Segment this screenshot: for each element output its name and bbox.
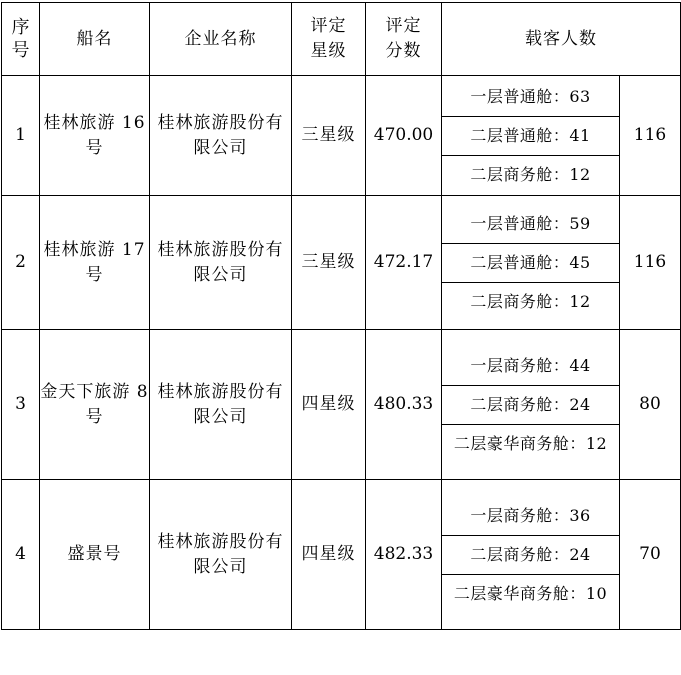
cabin-row	[442, 205, 619, 244]
cell-star-rating: 四星级	[292, 480, 366, 630]
cell-company: 桂林旅游股份有限公司	[150, 480, 292, 630]
cell-seq: 4	[2, 480, 40, 630]
cell-score: 472.17	[366, 196, 442, 330]
header-star-rating	[292, 3, 366, 76]
table-row	[2, 76, 681, 196]
cabin-row	[442, 385, 619, 424]
cabin-breakdown-table	[442, 347, 619, 463]
table-body	[2, 76, 681, 630]
cabin-item: 二层商务舱：12	[470, 164, 591, 184]
cabin-item: 二层豪华商务舱：12	[453, 433, 608, 453]
cell-cabin-list	[442, 76, 620, 196]
cell-company: 桂林旅游股份有限公司	[150, 76, 292, 196]
table-row	[2, 330, 681, 480]
cabin-breakdown-table	[442, 78, 619, 194]
cell-seq: 2	[2, 196, 40, 330]
cabin-row	[442, 347, 619, 386]
cell-total-capacity: 116	[620, 196, 681, 330]
cabin-breakdown-table	[442, 205, 619, 321]
cell-ship-name: 桂林旅游 17 号	[40, 196, 150, 330]
table-row	[2, 480, 681, 630]
cell-score: 482.33	[366, 480, 442, 630]
cabin-item: 二层豪华商务舱：10	[453, 583, 608, 603]
cell-ship-name: 盛景号	[40, 480, 150, 630]
cell-score: 480.33	[366, 330, 442, 480]
cell-star-rating: 四星级	[292, 330, 366, 480]
cabin-row	[442, 424, 619, 463]
header-row	[2, 3, 681, 76]
cabin-row	[442, 535, 619, 574]
cabin-item: 二层商务舱：24	[442, 385, 619, 424]
cabin-item: 一层商务舱：36	[442, 497, 619, 536]
cell-company: 桂林旅游股份有限公司	[150, 330, 292, 480]
ship-rating-table	[1, 2, 681, 630]
cell-cabin-list	[442, 330, 620, 480]
header-capacity: 载客人数	[442, 3, 681, 76]
cabin-row	[442, 282, 619, 321]
cabin-item: 二层普通舱：41	[442, 116, 619, 155]
header-star-line2: 星级	[310, 41, 347, 61]
header-score-line2: 分数	[385, 41, 422, 61]
cabin-row	[442, 243, 619, 282]
cabin-row	[442, 574, 619, 613]
cabin-row	[442, 497, 619, 536]
cabin-item: 二层普通舱：45	[442, 243, 619, 282]
cabin-item: 一层普通舱：59	[442, 205, 619, 244]
cabin-item: 二层商务舱：12	[470, 291, 591, 311]
cell-total-capacity: 80	[620, 330, 681, 480]
cell-seq: 3	[2, 330, 40, 480]
cabin-row	[442, 78, 619, 117]
header-seq-line1: 序	[11, 16, 30, 38]
header-seq-line2: 号	[11, 40, 30, 61]
cell-star-rating: 三星级	[292, 196, 366, 330]
cell-ship-name: 金天下旅游 8 号	[40, 330, 150, 480]
cabin-row	[442, 116, 619, 155]
cabin-item: 二层商务舱：24	[442, 535, 619, 574]
cabin-breakdown-table	[442, 497, 619, 613]
cabin-item: 一层商务舱：44	[442, 347, 619, 386]
cabin-row	[442, 155, 619, 194]
table-header	[2, 3, 681, 76]
header-score-line1: 评定	[385, 16, 422, 37]
header-star-line1: 评定	[310, 16, 347, 37]
cell-score: 470.00	[366, 76, 442, 196]
cell-cabin-list	[442, 196, 620, 330]
cell-total-capacity: 70	[620, 480, 681, 630]
cell-seq: 1	[2, 76, 40, 196]
cell-company: 桂林旅游股份有限公司	[150, 196, 292, 330]
table-row	[2, 196, 681, 330]
cell-cabin-list	[442, 480, 620, 630]
header-ship-name: 船名	[40, 3, 150, 76]
header-seq	[2, 3, 40, 76]
cell-star-rating: 三星级	[292, 76, 366, 196]
cell-ship-name: 桂林旅游 16 号	[40, 76, 150, 196]
header-score	[366, 3, 442, 76]
header-company: 企业名称	[150, 3, 292, 76]
cabin-item: 一层普通舱：63	[442, 78, 619, 117]
cell-total-capacity: 116	[620, 76, 681, 196]
